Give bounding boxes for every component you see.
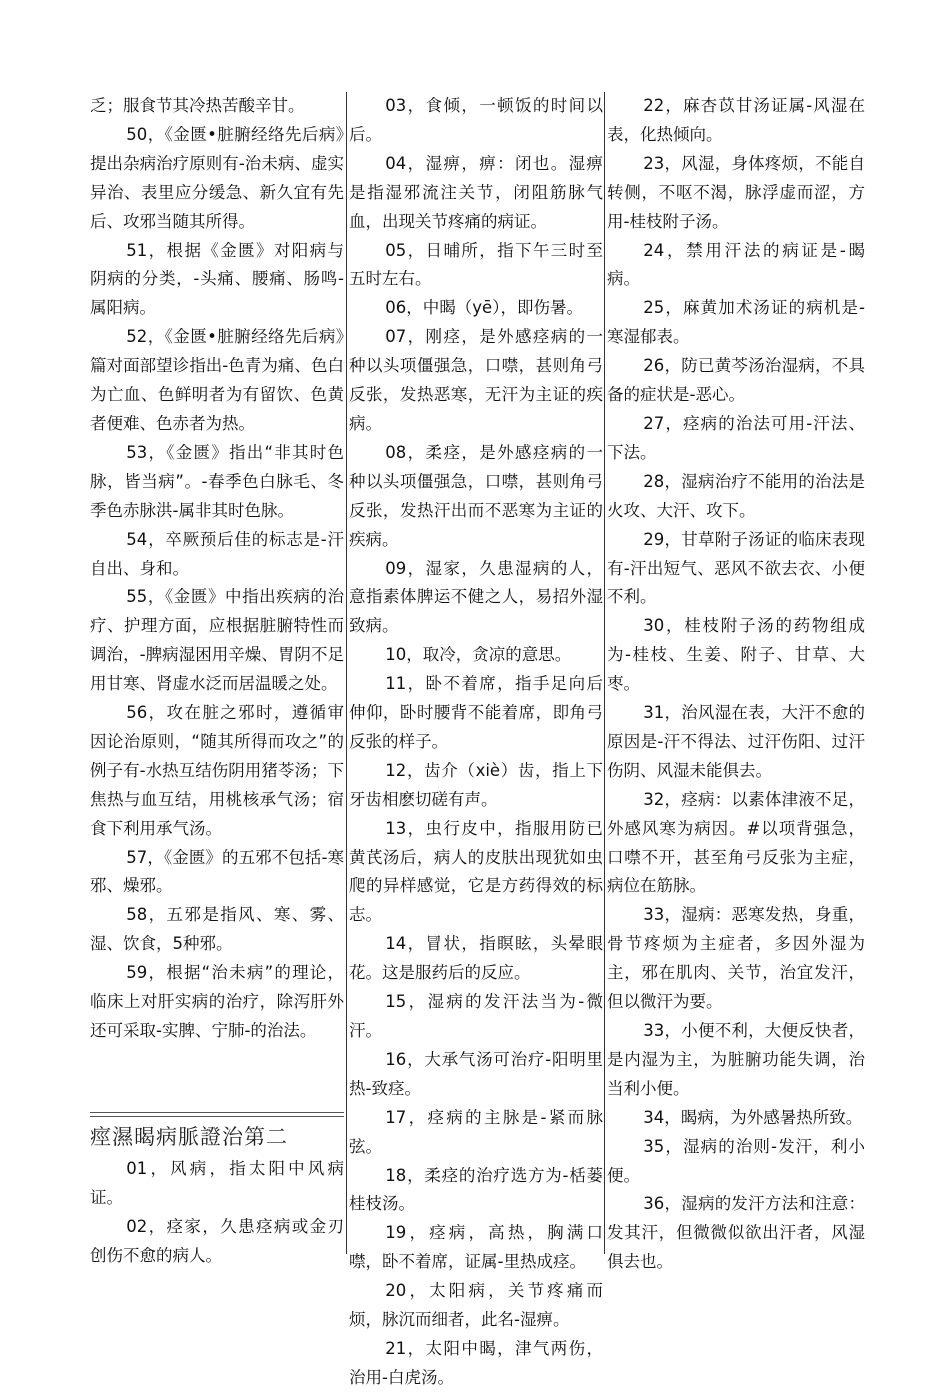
list-item: 29，甘草附子汤证的临床表现有-汗出短气、恶风不欲去衣、小便不利。: [607, 529, 865, 607]
list-item: 54，卒厥预后佳的标志是-汗自出、身和。: [90, 529, 344, 578]
list-item: 10，取冷，贪凉的意思。: [385, 645, 572, 665]
list-item: 35，湿病的治则-发汗，利小便。: [607, 1136, 865, 1185]
list-item: 02，痉家，久患痉病或金刃创伤不愈的病人。: [90, 1216, 344, 1265]
list-item: 56，攻在脏之邪时，遵循审因论治原则，“随其所得而攻之”的例子有-水热互结伤阴用猪苓汤；下焦热与血互结，用桃核承气汤；宿食下利用承气汤。: [90, 703, 344, 838]
list-item: 11，卧不着席，指手足向后伸仰，卧时腰背不能着席，即角弓反张的样子。: [349, 674, 603, 751]
column-3: [607, 92, 865, 1277]
list-item: 18，柔痉的治疗选方为-栝蒌桂枝汤。: [349, 1165, 603, 1214]
column-1: [90, 92, 344, 1046]
section-title: 痙濕暍病脈證治第二: [90, 1125, 288, 1149]
list-item: 01，风病，指太阳中风病证。: [90, 1159, 344, 1207]
list-item: 25，麻黄加术汤证的病机是-寒湿郁表。: [607, 298, 865, 347]
list-item: 53，《金匮》指出“非其时色脉，皆当病”。-春季色白脉毛、冬季色赤脉洪-属非其时色脉。: [90, 442, 344, 520]
list-item: 51，根据《金匮》对阳病与阴病的分类，-头痛、腰痛、肠鸣-属阳病。: [90, 240, 344, 318]
list-item: 09，湿家，久患湿病的人，意指素体脾运不健之人，易招外湿致病。: [349, 558, 603, 636]
list-item: 55，《金匮》中指出疾病的治疗、护理方面，应根据脏腑特性而调治，-脾病湿困用辛燥、胃阴不足用甘寒、肾虚水泛而居温暖之处。: [90, 587, 344, 694]
list-item: 19，痉病，高热，胸满口噤，卧不着席，证属-里热成痉。: [349, 1223, 603, 1272]
list-item: 12，齿介（xiè）齿，指上下牙齿相麽切磋有声。: [349, 760, 603, 809]
list-item: 15，湿病的发汗法当为-微汗。: [349, 992, 603, 1040]
section-divider: [90, 1112, 344, 1117]
list-item: 乏；服食节其冷热苦酸辛甘。: [90, 96, 305, 115]
list-item: 08，柔痉，是外感痉病的一种以头项僵强急，口噤，甚则角弓反张，发热汗出而不恶寒为主证的疾病。: [349, 442, 603, 549]
list-item: 21，太阳中暍，津气两伤，治用-白虎汤。: [349, 1338, 603, 1387]
column-divider: [604, 92, 605, 1254]
list-item: 26，防已黄芩汤治湿病，不具备的症状是-恶心。: [607, 356, 865, 405]
list-item: 33，湿病：恶寒发热，身重，骨节疼烦为主症者，多因外湿为主，邪在肌肉、关节，治宜发汗，但以微汗为要。: [607, 905, 865, 1012]
list-item: 33，小便不利，大便反快者，是内湿为主，为脏腑功能失调，治当利小便。: [607, 1021, 865, 1098]
list-item: 03，食倾，一顿饭的时间以后。: [349, 96, 603, 144]
section-2-items: [90, 1155, 344, 1271]
list-item: 16，大承气汤可治疗-阳明里热-致痉。: [349, 1049, 603, 1098]
column-2: [349, 92, 603, 1393]
list-item: 24，禁用汗法的病证是-暍病。: [607, 240, 865, 289]
list-item: 30，桂枝附子汤的药物组成为-桂枝、生姜、附子、甘草、大枣。: [607, 616, 865, 694]
list-item: 17，痉病的主脉是-紧而脉弦。: [349, 1107, 603, 1156]
list-item: 14，冒状，指瞑眩，头晕眼花。这是服药后的反应。: [349, 934, 603, 983]
list-item: 13，虫行皮中，指服用防已黄芪汤后，病人的皮肤出现犹如虫爬的异样感觉，它是方药得效的标志。: [349, 818, 603, 925]
list-item: 04，湿痹，痹：闭也。湿痹是指湿邪流注关节，闭阻筋脉气血，出现关节疼痛的病证。: [349, 153, 603, 231]
list-item: 22，麻杏苡甘汤证属-风湿在表，化热倾向。: [607, 96, 865, 144]
list-item: 58，五邪是指风、寒、雾、湿、饮食，5种邪。: [90, 905, 344, 954]
list-item: 59，根据“治未病”的理论，临床上对肝实病的治疗，除泻肝外还可采取-实脾、宁肺-的治法。: [90, 963, 344, 1040]
list-item: 05，日晡所，指下午三时至五时左右。: [349, 240, 603, 289]
list-item: 28，湿病治疗不能用的治法是火攻、大汗、攻下。: [607, 471, 865, 520]
list-item: 50，《金匮•脏腑经络先后病》提出杂病治疗原则有-治未病、虚实异治、表里应分缓急、新久宜有先后、攻邪当随其所得。: [90, 124, 344, 231]
list-item: 34，暍病，为外感暑热所致。: [643, 1107, 863, 1127]
list-item: 20，太阳病，关节疼痛而烦，脉沉而细者，此名-湿痹。: [349, 1281, 603, 1330]
list-item: 52，《金匮•脏腑经络先后病》篇对面部望诊指出-色青为痛、色白为亡血、色鲜明者为有留饮、色黄者便难、色赤者为热。: [90, 327, 344, 433]
list-item: 57，《金匮》的五邪不包括-寒邪、燥邪。: [90, 847, 344, 896]
column-divider: [346, 92, 347, 1254]
list-item: 06，中暍（yē），即伤暑。: [385, 298, 583, 318]
list-item: 32，痉病：以素体津液不足，外感风寒为病因。#以项背强急，口噤不开，甚至角弓反张为主症，病位在筋脉。: [607, 789, 865, 896]
list-item: 31，治风湿在表，大汗不愈的原因是-汗不得法、过汗伤阳、过汗伤阴、风湿未能俱去。: [607, 703, 865, 780]
list-item: 07，刚痉，是外感痉病的一种以头项僵强急，口噤，甚则角弓反张，发热恶寒，无汗为主证的疾病。: [349, 327, 603, 433]
list-item: 27，痉病的治法可用-汗法、下法。: [607, 413, 865, 462]
list-item: 36，湿病的发汗方法和注意：发其汗，但微微似欲出汗者，风湿俱去也。: [607, 1194, 865, 1272]
list-item: 23，风湿，身体疼烦，不能自转侧，不呕不渴，脉浮虚而涩，方用-桂枝附子汤。: [607, 153, 865, 231]
